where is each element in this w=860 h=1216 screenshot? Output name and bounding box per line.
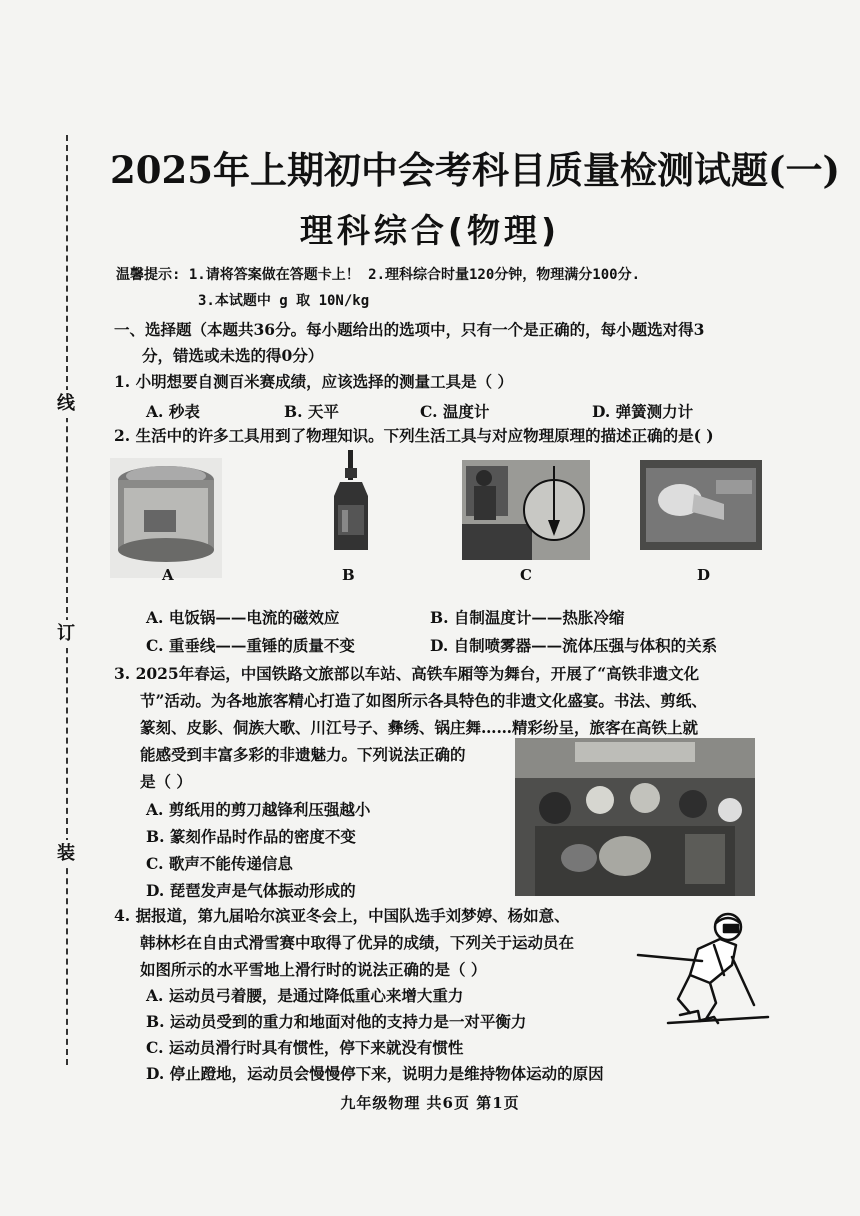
notice-line-2: 3.本试题中 g 取 10N/kg [198,293,370,309]
q3-stem-line-2: 节”活动。为各地旅客精心打造了如图所示各具特色的非遗文化盛宴。书法、剪纸、 [140,691,707,710]
page-footer: 九年级物理 共6页 第1页 [340,1094,520,1112]
binding-char-top: 线 [52,390,80,418]
q2-option-c: C. 重垂线——重锤的质量不变 [146,636,355,655]
exam-title: 2025年上期初中会考科目质量检测试题(一) [110,148,840,192]
q3-stem-line-1: 3. 2025年春运，中国铁路文旅部以车站、高铁车厢等为舞台，开展了“高铁非遗文化 [114,664,700,683]
thermometer-bottle-icon [328,450,374,555]
q4-stem-line-1: 4. 据报道，第九届哈尔滨亚冬会上，中国队选手刘梦婷、杨如意、 [114,906,570,925]
q2-label-c: C [520,566,532,584]
binding-char-bottom: 装 [52,840,80,868]
train-performance-photo-icon [515,738,755,896]
q3-stem-line-3: 篆刻、皮影、侗族大歌、川江号子、彝绣、锅庄舞……精彩纷呈，旅客在高铁上就 [140,718,699,737]
q1-option-a: A. 秒表 [146,402,200,421]
section-heading-line-2: 分，错选或未选的得0分） [142,346,324,365]
exam-subtitle: 理科综合(物理) [299,211,561,250]
q3-option-c: C. 歌声不能传递信息 [146,854,293,873]
plumb-line-icon [462,460,590,560]
q3-option-a: A. 剪纸用的剪刀越锋利压强越小 [146,800,371,819]
q4-option-c: C. 运动员滑行时具有惯性，停下来就没有惯性 [146,1038,464,1057]
sprayer-icon [640,460,762,550]
q2-option-a: A. 电饭锅——电流的磁效应 [146,608,340,627]
q2-stem: 2. 生活中的许多工具用到了物理知识。下列生活工具与对应物理原理的描述正确的是( ) [114,426,714,445]
skier-icon [628,905,773,1030]
q1-option-c: C. 温度计 [420,402,490,421]
q2-label-b: B [342,566,355,584]
notice-line-1: 温馨提示: 1.请将答案做在答题卡上！ 2.理科综合时量120分钟，物理满分100分. [116,267,641,283]
notice-block [116,262,796,314]
q3-option-d: D. 琵琶发声是气体振动形成的 [146,881,356,900]
q2-option-d: D. 自制喷雾器——流体压强与体积的关系 [430,636,718,655]
q4-stem-line-2: 韩林杉在自由式滑雪赛中取得了优异的成绩，下列关于运动员在 [140,933,575,952]
binding-dashed-line [66,135,68,1065]
q1-option-d: D. 弹簧测力计 [592,402,694,421]
q2-label-d: D [697,566,711,584]
q4-option-b: B. 运动员受到的重力和地面对他的支持力是一对平衡力 [146,1012,527,1031]
q1-option-b: B. 天平 [284,402,339,421]
q1-stem: 1. 小明想要自测百米赛成绩，应该选择的测量工具是（ ） [114,372,513,391]
q3-stem-line-5: 是（ ） [140,772,192,791]
q3-stem-line-4: 能感受到丰富多彩的非遗魅力。下列说法正确的 [140,745,466,764]
q4-option-d: D. 停止蹬地，运动员会慢慢停下来，说明力是维持物体运动的原因 [146,1064,604,1083]
q4-stem-line-3: 如图所示的水平雪地上滑行时的说法正确的是（ ） [140,960,487,979]
section-heading-line-1: 一、选择题（本题共36分。每小题给出的选项中，只有一个是正确的，每小题选对得3 [114,320,705,339]
q2-label-a: A [162,566,174,584]
q4-option-a: A. 运动员弓着腰，是通过降低重心来增大重力 [146,986,464,1005]
rice-cooker-icon [110,458,222,578]
q3-option-b: B. 篆刻作品时作品的密度不变 [146,827,356,846]
q2-option-b: B. 自制温度计——热胀冷缩 [430,608,625,627]
binding-char-middle: 订 [52,620,80,648]
